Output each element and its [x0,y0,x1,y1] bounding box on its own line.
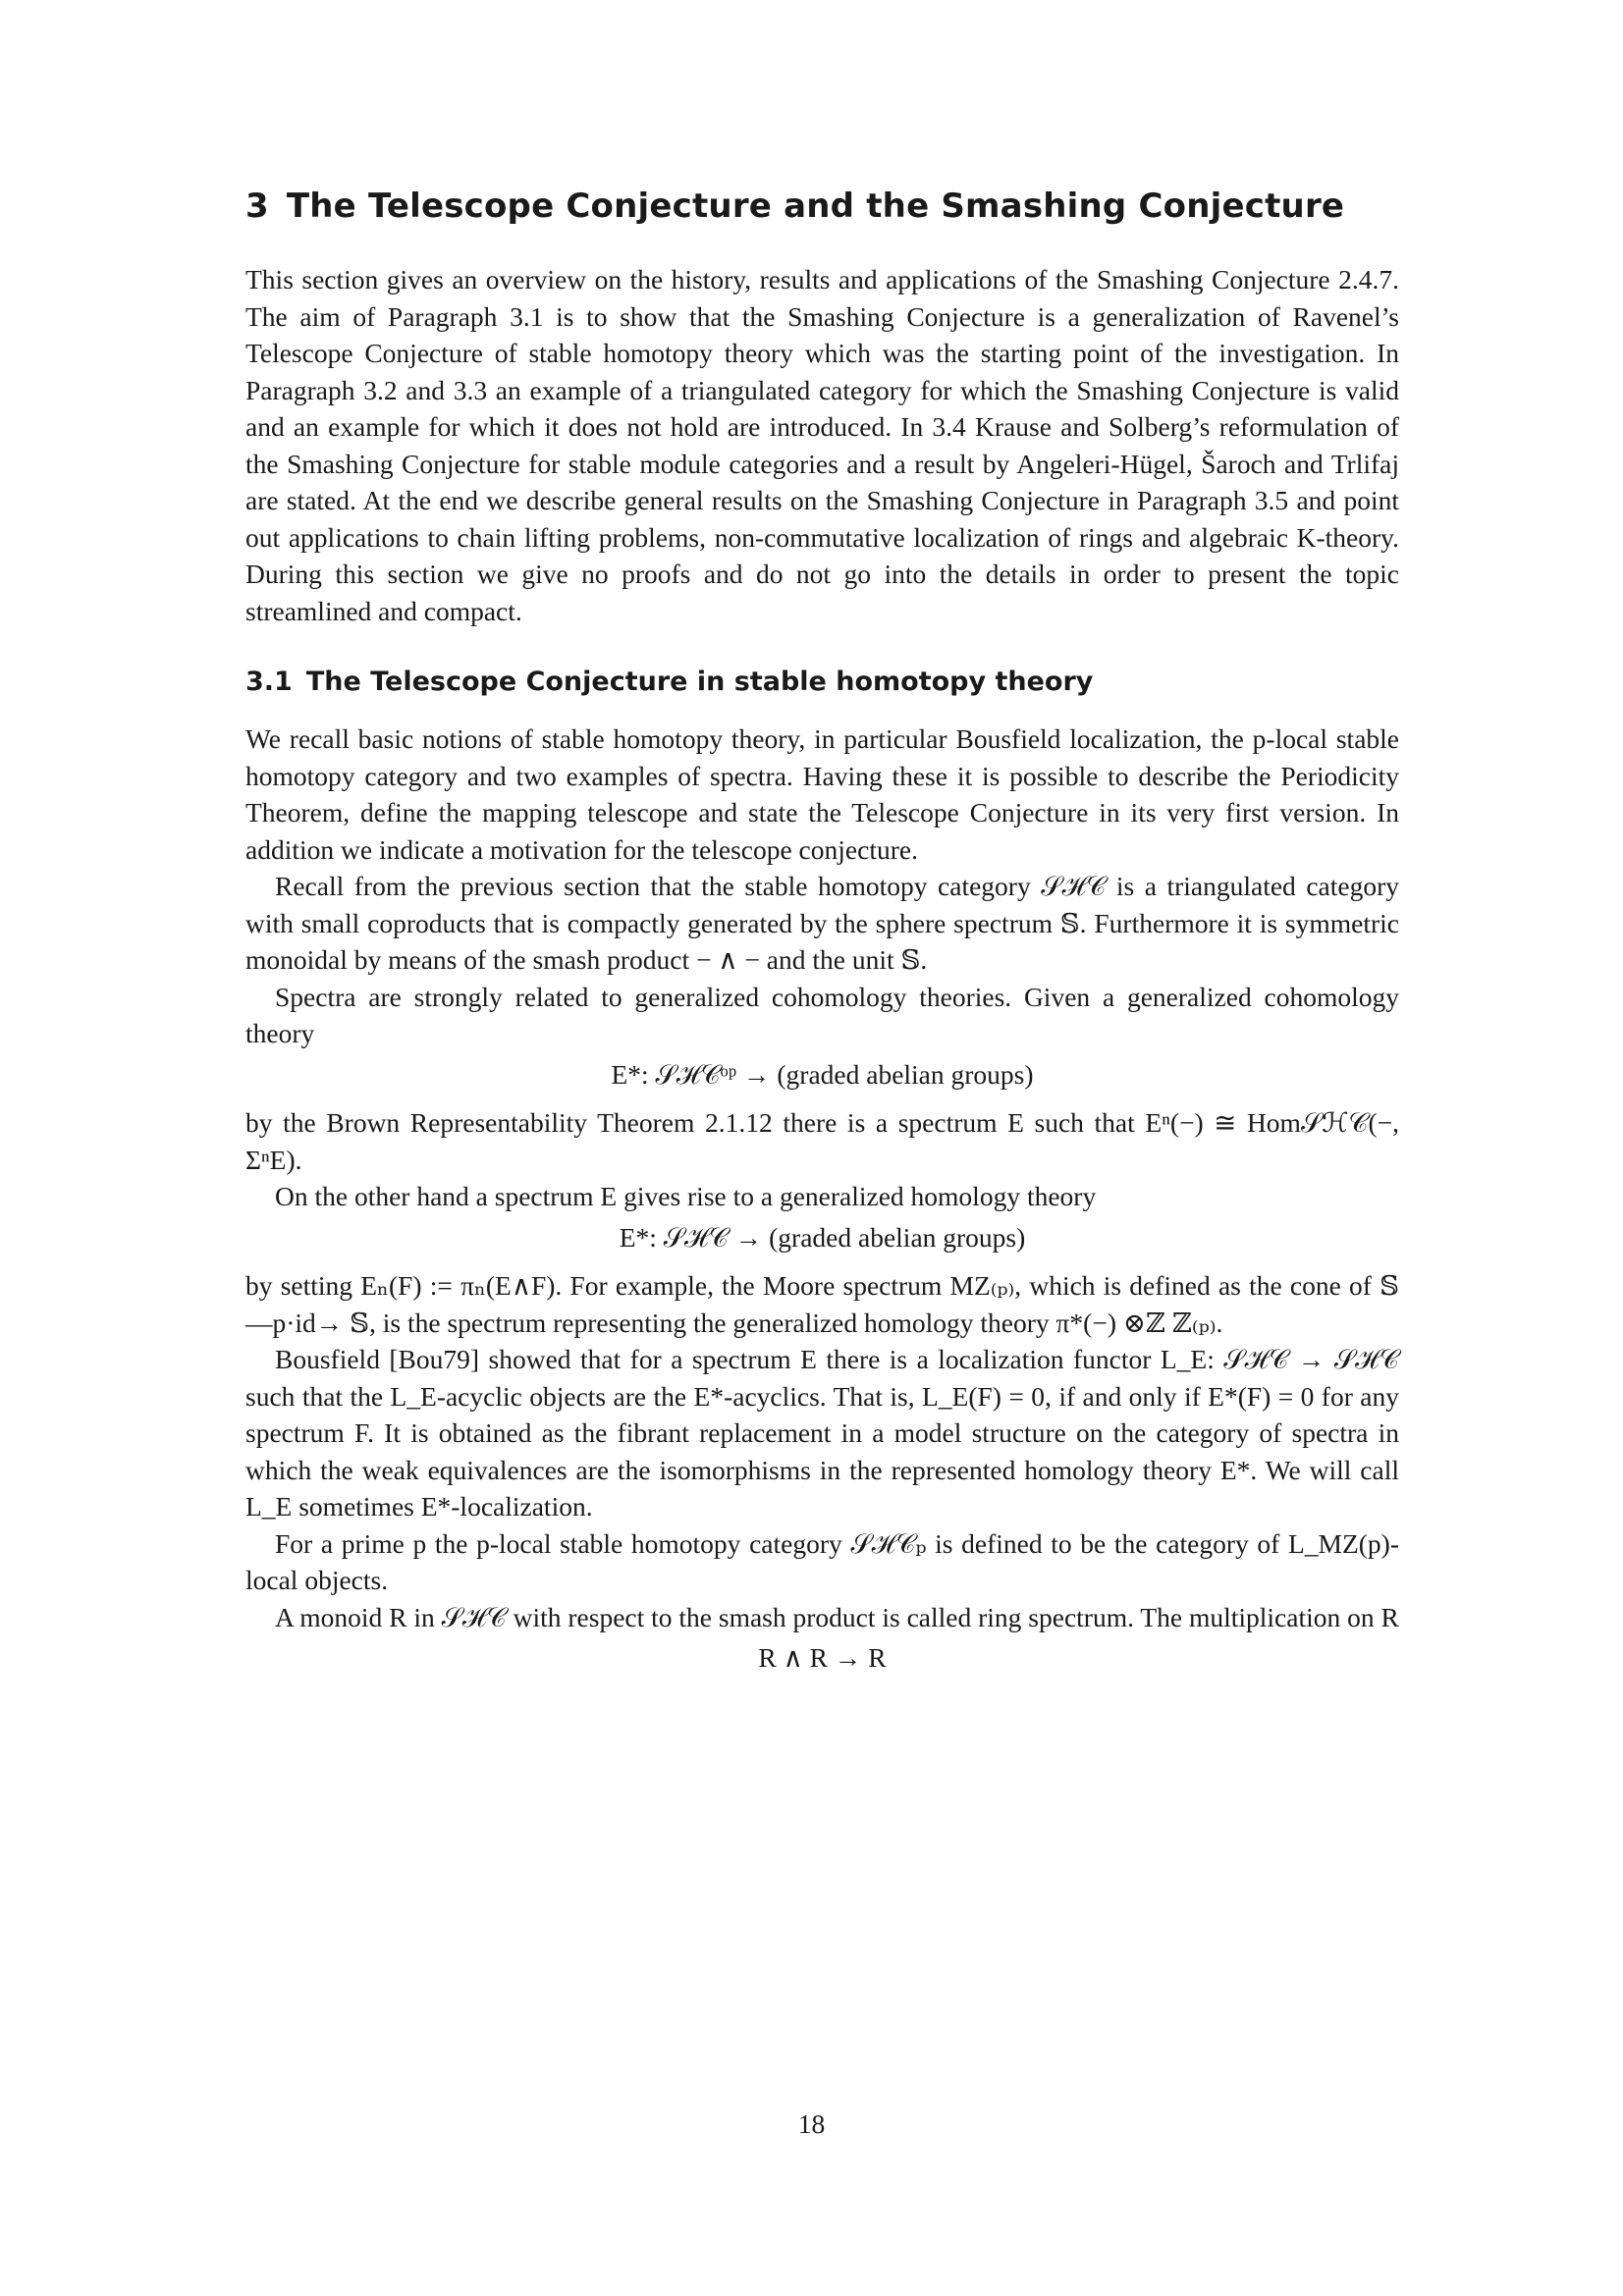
section-heading [245,187,1399,226]
display-equation-multiplication: R ∧ R → R [758,1642,887,1673]
paragraph-8: For a prime p the p-local stable homotopy category 𝒮ℋ𝒞ₚ is defined to be the category of L_MZ(p)-local objects. [245,1527,1399,1595]
section-title: The Telescope Conjecture and the Smashing Conjecture [286,187,1345,226]
paragraph-9: A monoid R in 𝒮ℋ𝒞 with respect to the smash product is called ring spectrum. The multiplication on R [275,1601,1399,1632]
page-content [245,187,1399,1688]
section-number: 3 [245,187,269,226]
paragraph-7: Bousfield [Bou79] showed that for a spectrum E there is a localization functor L_E: 𝒮ℋ𝒞 → 𝒮ℋ𝒞 such that the L_E-acyclic objects are the E*-acyclics. That is, L_E(F) = 0, if and only if E*(F) = 0 for any spectrum F. It is obtained as the fibrant replacement in a model structure on the category of spectra in which the weak equivalences are the isomorphisms in the represented homology theory E*. We will call L_E sometimes E*-localization. [245,1344,1399,1522]
paragraph-6: by setting Eₙ(F) := πₙ(E∧F). For example, the Moore spectrum MZ₍ₚ₎, which is defined as the cone of 𝕊 —p·id→ 𝕊, is the spectrum representing the generalized homology theory π*(−) ⊗ℤ ℤ₍ₚ₎. [245,1270,1399,1338]
paragraph-4: by the Brown Representability Theorem 2.1.12 there is a spectrum E such that Eⁿ(−) ≅ Hom𝒮ℋ𝒞(−, ΣⁿE). [245,1107,1399,1175]
display-equation-homology: E*: 𝒮ℋ𝒞 → (graded abelian groups) [619,1221,1026,1253]
paragraph-5: On the other hand a spectrum E gives rise to a generalized homology theory [275,1181,1097,1211]
display-equation-cohomology: E*: 𝒮ℋ𝒞ᵒᵖ → (graded abelian groups) [611,1058,1034,1090]
intro-paragraph: This section gives an overview on the history, results and applications of the Smashing Conjecture 2.4.7. The aim of Paragraph 3.1 is to show that the Smashing Conjecture is a generalization of Ravenel’s Telescope Conjecture of stable homotopy theory which was the starting point of the investigation. In Paragraph 3.2 and 3.3 an example of a triangulated category for which the Smashing Conjecture is valid and an example for which it does not hold are introduced. In 3.4 Krause and Solberg’s reformulation of the Smashing Conjecture for stable module categories and a result by Angeleri-Hügel, Šaroch and Trlifaj are stated. At the end we describe general results on the Smashing Conjecture in Paragraph 3.5 and point out applications to chain lifting problems, non-commutative localization of rings and algebraic K-theory. During this section we give no proofs and do not go into the details in order to present the topic streamlined and compact. [245,264,1399,626]
subsection-heading [245,667,1399,697]
subsection-number: 3.1 [245,667,293,697]
paragraph-3: Spectra are strongly related to generalized cohomology theories. Given a generalized cohomology theory [245,981,1399,1048]
page-number: 18 [797,2109,826,2139]
paragraph-2: Recall from the previous section that the stable homotopy category 𝒮ℋ𝒞 is a triangulated category with small coproducts that is compactly generated by the sphere spectrum 𝕊. Furthermore it is symmetric monoidal by means of the smash product − ∧ − and the unit 𝕊. [245,871,1399,975]
subsection-title: The Telescope Conjecture in stable homotopy theory [305,667,1094,697]
paragraph-1: We recall basic notions of stable homotopy theory, in particular Bousfield localization, the p-local stable homotopy category and two examples of spectra. Having these it is possible to describe the Periodicity Theorem, define the mapping telescope and state the Telescope Conjecture in its very first version. In addition we indicate a motivation for the telescope conjecture. [245,723,1399,865]
